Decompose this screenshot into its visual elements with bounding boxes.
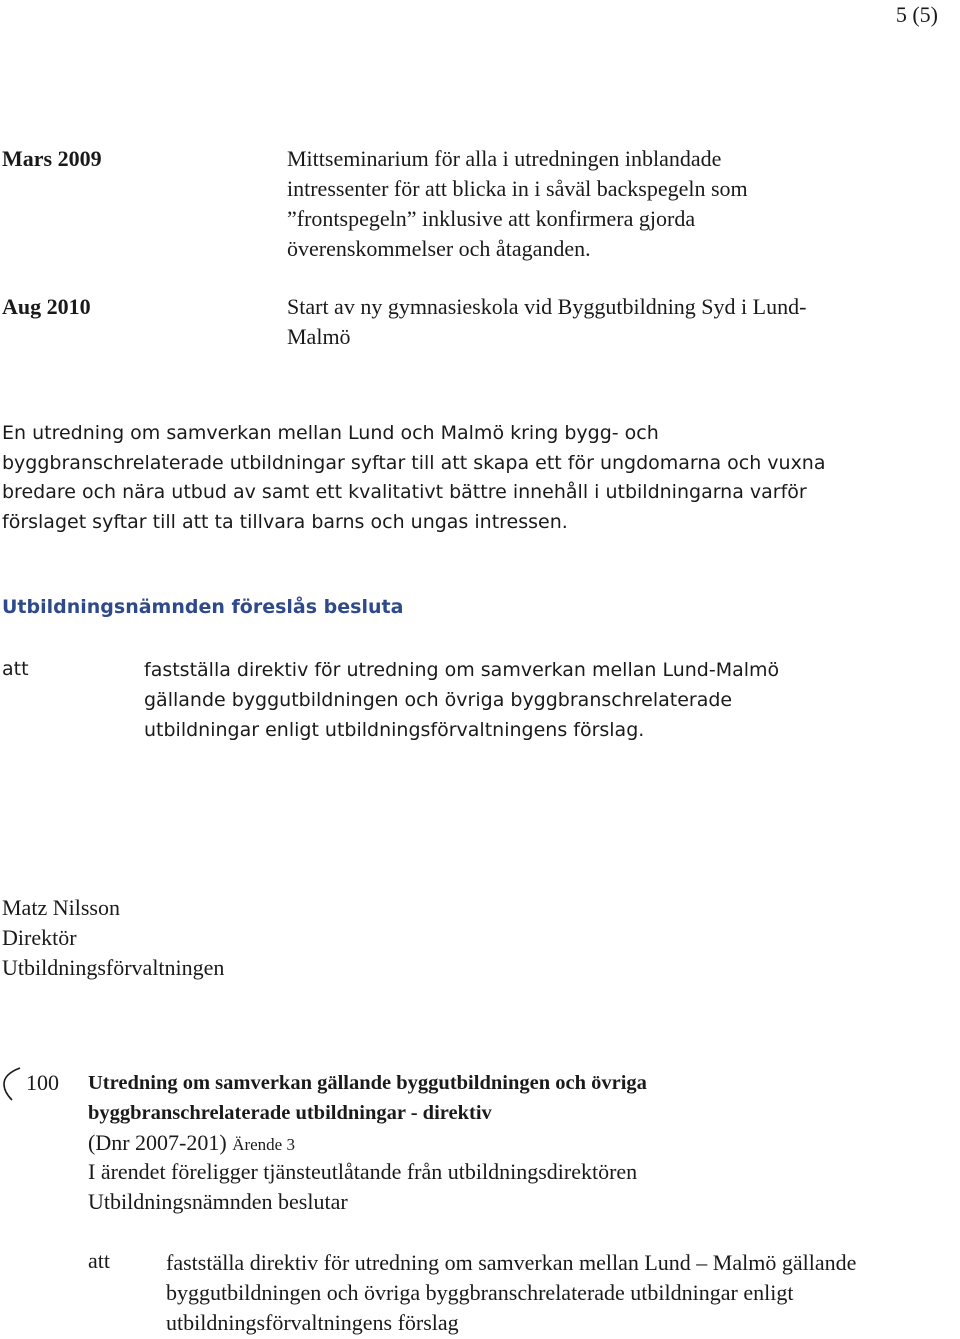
decision-line: byggutbildningen och övriga byggbranschrelaterade utbildningar enligt bbox=[166, 1280, 794, 1305]
timeline-description bbox=[287, 144, 748, 264]
paragraph-background: I ärendet föreligger tjänsteutlåtande från utbildningsdirektören bbox=[88, 1159, 638, 1184]
signature-title: Direktör bbox=[2, 925, 77, 950]
paragraph-decision-intro: Utbildningsnämnden beslutar bbox=[88, 1189, 348, 1214]
intro-line: byggbranschrelaterade utbildningar syftar till att skapa ett för ungdomarna och vuxna bbox=[2, 451, 826, 474]
signature-org: Utbildningsförvaltningen bbox=[2, 955, 225, 980]
timeline-date: Aug 2010 bbox=[2, 294, 91, 319]
signature-block bbox=[2, 893, 224, 983]
paragraph-number: 100 bbox=[26, 1070, 59, 1095]
section-marker-icon bbox=[0, 1066, 22, 1102]
paragraph-title-line: byggbranschrelaterade utbildningar - direktiv bbox=[88, 1102, 492, 1124]
intro-line: bredare och nära utbud av samt ett kvalitativt bättre innehåll i utbildningarna varför bbox=[2, 481, 807, 503]
proposal-line: gällande byggutbildningen och övriga byggbranschrelaterade bbox=[144, 689, 733, 711]
intro-line: En utredning om samverkan mellan Lund och Malmö kring bygg- och bbox=[2, 422, 659, 444]
timeline-line: överenskommelser och åtaganden. bbox=[287, 236, 591, 261]
signature-name: Matz Nilsson bbox=[2, 895, 120, 920]
intro-line: förslaget syftar till att ta tillvara barns och ungas intressen. bbox=[2, 510, 568, 533]
decision-att-label: att bbox=[88, 1248, 110, 1273]
dnr-reference: (Dnr 2007-201) bbox=[88, 1130, 227, 1155]
timeline-line: Start av ny gymnasieskola vid Byggutbildning Syd i Lund- bbox=[287, 294, 807, 319]
timeline-line: Malmö bbox=[287, 324, 351, 349]
proposal-att-label: att bbox=[2, 658, 29, 680]
decision-line: utbildningsförvaltningens förslag bbox=[166, 1310, 459, 1335]
decision-text bbox=[166, 1248, 856, 1338]
timeline-line: intressenter för att blicka in i såväl backspegeln som bbox=[287, 176, 748, 201]
paragraph-dnr-line bbox=[88, 1130, 295, 1156]
proposal-heading: Utbildningsnämnden föreslås besluta bbox=[2, 596, 404, 618]
timeline-date: Mars 2009 bbox=[2, 146, 102, 171]
proposal-line: fastställa direktiv för utredning om samverkan mellan Lund-Malmö bbox=[144, 659, 780, 681]
timeline-line: ”frontspegeln” inklusive att konfirmera gjorda bbox=[287, 206, 696, 231]
page-number: 5 (5) bbox=[895, 2, 938, 27]
decision-line: fastställa direktiv för utredning om samverkan mellan Lund – Malmö gällande bbox=[166, 1250, 857, 1275]
timeline-line: Mittseminarium för alla i utredningen inblandade bbox=[287, 146, 722, 171]
proposal-line: utbildningar enligt utbildningsförvaltningens förslag. bbox=[144, 719, 645, 741]
paragraph-title bbox=[88, 1068, 647, 1128]
intro-paragraph bbox=[2, 419, 942, 537]
paragraph-title-line: Utredning om samverkan gällande byggutbildningen och övriga bbox=[88, 1072, 647, 1094]
timeline-description bbox=[287, 292, 806, 352]
proposal-text bbox=[144, 655, 779, 745]
arende-label: Ärende 3 bbox=[232, 1135, 295, 1154]
